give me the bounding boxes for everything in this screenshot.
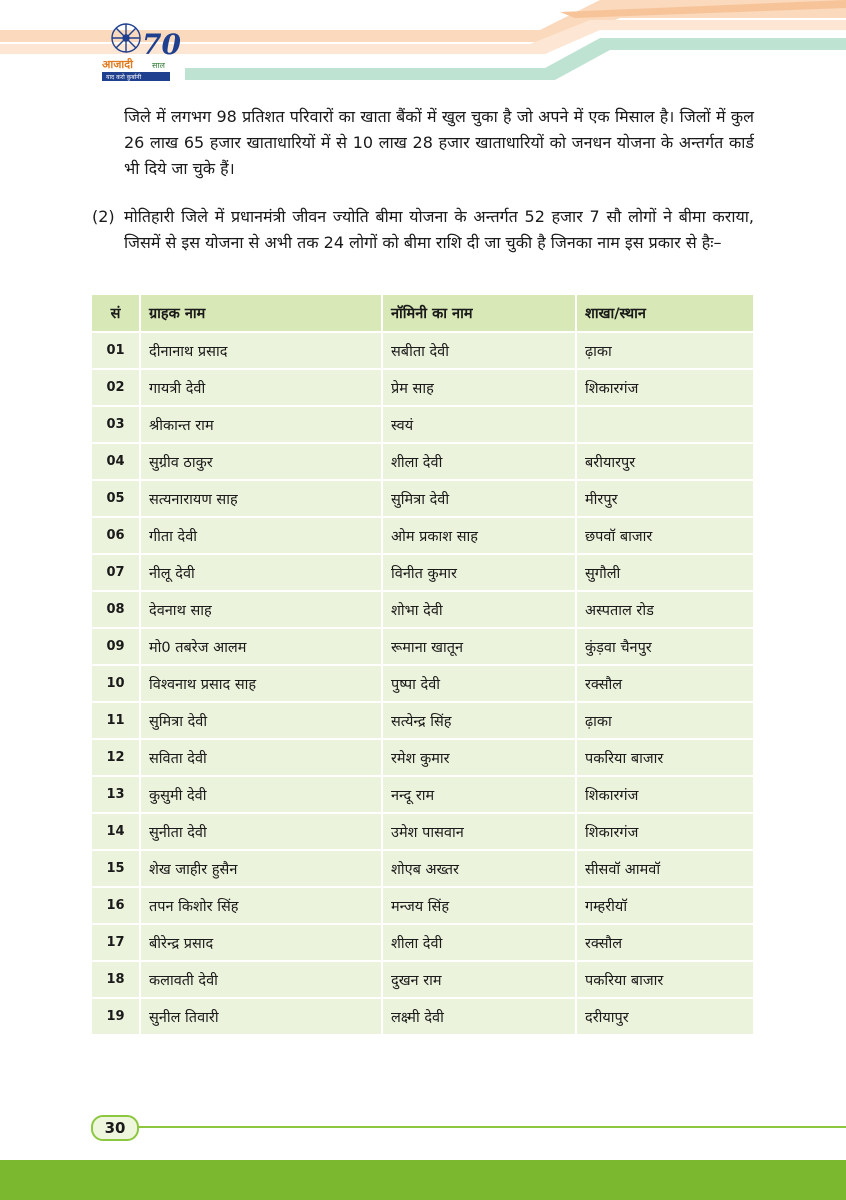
cell-serial: 06 — [92, 517, 140, 554]
cell-customer-name: मो0 तबरेज आलम — [140, 628, 382, 665]
header-customer-name: ग्राहक नाम — [140, 295, 382, 332]
cell-customer-name: सविता देवी — [140, 739, 382, 776]
cell-nominee-name: नन्दू राम — [382, 776, 576, 813]
svg-text:साल: साल — [152, 61, 165, 70]
cell-nominee-name: पुष्पा देवी — [382, 665, 576, 702]
cell-branch: पकरिया बाजार — [576, 961, 754, 998]
cell-branch: छपवॉ बाजार — [576, 517, 754, 554]
cell-branch: पकरिया बाजार — [576, 739, 754, 776]
table-row — [92, 887, 754, 924]
page-rule — [137, 1126, 846, 1128]
cell-nominee-name: विनीत कुमार — [382, 554, 576, 591]
cell-nominee-name: सत्येन्द्र सिंह — [382, 702, 576, 739]
footer-band — [0, 1160, 846, 1200]
table-row — [92, 665, 754, 702]
cell-customer-name: सुनील तिवारी — [140, 998, 382, 1035]
table-row — [92, 443, 754, 480]
cell-branch: रक्सौल — [576, 924, 754, 961]
svg-text:आजादी: आजादी — [102, 58, 133, 71]
cell-branch: सीसवॉ आमवॉ — [576, 850, 754, 887]
cell-customer-name: शेख जाहीर हुसैन — [140, 850, 382, 887]
cell-branch — [576, 406, 754, 443]
cell-branch: सुगौली — [576, 554, 754, 591]
cell-serial: 19 — [92, 998, 140, 1035]
cell-nominee-name: ओम प्रकाश साह — [382, 517, 576, 554]
cell-customer-name: दीनानाथ प्रसाद — [140, 332, 382, 369]
cell-customer-name: विश्वनाथ प्रसाद साह — [140, 665, 382, 702]
cell-serial: 11 — [92, 702, 140, 739]
cell-branch: कुंड़वा चैनपुर — [576, 628, 754, 665]
cell-nominee-name: सुमित्रा देवी — [382, 480, 576, 517]
table-row — [92, 702, 754, 739]
table-row — [92, 739, 754, 776]
cell-customer-name: नीलू देवी — [140, 554, 382, 591]
cell-customer-name: कुसुमी देवी — [140, 776, 382, 813]
table-row — [92, 517, 754, 554]
cell-serial: 02 — [92, 369, 140, 406]
table-header-row — [92, 295, 754, 332]
cell-nominee-name: शीला देवी — [382, 443, 576, 480]
cell-nominee-name: लक्ष्मी देवी — [382, 998, 576, 1035]
cell-nominee-name: मन्जय सिंह — [382, 887, 576, 924]
cell-serial: 07 — [92, 554, 140, 591]
header-serial: सं — [92, 295, 140, 332]
table-row — [92, 961, 754, 998]
azadi-70-logo — [96, 14, 186, 84]
cell-serial: 01 — [92, 332, 140, 369]
cell-serial: 18 — [92, 961, 140, 998]
cell-customer-name: कलावती देवी — [140, 961, 382, 998]
cell-customer-name: गायत्री देवी — [140, 369, 382, 406]
cell-customer-name: तपन किशोर सिंह — [140, 887, 382, 924]
cell-branch: रक्सौल — [576, 665, 754, 702]
cell-nominee-name: शीला देवी — [382, 924, 576, 961]
beneficiary-table — [92, 295, 755, 1036]
cell-serial: 16 — [92, 887, 140, 924]
svg-text:याद करो कुर्बानी: याद करो कुर्बानी — [106, 74, 142, 81]
cell-customer-name: देवनाथ साह — [140, 591, 382, 628]
cell-branch: दरीयापुर — [576, 998, 754, 1035]
table-row — [92, 776, 754, 813]
cell-serial: 15 — [92, 850, 140, 887]
cell-customer-name: सुमित्रा देवी — [140, 702, 382, 739]
cell-serial: 14 — [92, 813, 140, 850]
cell-nominee-name: उमेश पासवान — [382, 813, 576, 850]
table-row — [92, 480, 754, 517]
table-row — [92, 924, 754, 961]
table-row — [92, 554, 754, 591]
cell-branch: शिकारगंज — [576, 776, 754, 813]
cell-serial: 08 — [92, 591, 140, 628]
table-row — [92, 813, 754, 850]
page-number: 30 — [91, 1115, 139, 1141]
cell-customer-name: गीता देवी — [140, 517, 382, 554]
cell-customer-name: बीरेन्द्र प्रसाद — [140, 924, 382, 961]
list-number: (2) — [92, 207, 115, 226]
cell-serial: 17 — [92, 924, 140, 961]
cell-nominee-name: स्वयं — [382, 406, 576, 443]
cell-nominee-name: शोएब अख्तर — [382, 850, 576, 887]
intro-paragraph: जिले में लगभग 98 प्रतिशत परिवारों का खाता बैंकों में खुल चुका है जो अपने में एक मिसाल है। जिलों में कुल 26 लाख 65 हजार खाताधारियों में से 10 लाख 28 हजार खाताधारियों को जनधन योजना के अन्तर्गत कार्ड भी दिये जा चुके हैं। — [124, 107, 754, 178]
cell-customer-name: श्रीकान्त राम — [140, 406, 382, 443]
cell-serial: 10 — [92, 665, 140, 702]
cell-nominee-name: सबीता देवी — [382, 332, 576, 369]
cell-branch: मीरपुर — [576, 480, 754, 517]
cell-serial: 13 — [92, 776, 140, 813]
cell-serial: 09 — [92, 628, 140, 665]
header-nominee-name: नॉमिनी का नाम — [382, 295, 576, 332]
cell-branch: ढ़ाका — [576, 332, 754, 369]
svg-text:70: 70 — [142, 28, 181, 61]
cell-nominee-name: शोभा देवी — [382, 591, 576, 628]
cell-nominee-name: रमेश कुमार — [382, 739, 576, 776]
cell-nominee-name: प्रेम साह — [382, 369, 576, 406]
cell-customer-name: सुग्रीव ठाकुर — [140, 443, 382, 480]
cell-nominee-name: रूमाना खातून — [382, 628, 576, 665]
cell-serial: 03 — [92, 406, 140, 443]
cell-branch: ढ़ाका — [576, 702, 754, 739]
cell-customer-name: सुनीता देवी — [140, 813, 382, 850]
cell-serial: 04 — [92, 443, 140, 480]
cell-nominee-name: दुखन राम — [382, 961, 576, 998]
table-row — [92, 406, 754, 443]
insurance-paragraph: मोतिहारी जिले में प्रधानमंत्री जीवन ज्योति बीमा योजना के अन्तर्गत 52 हजार 7 सौ लोगों ने बीमा कराया, जिसमें से इस योजना से अभी तक 24 लोगों को बीमा राशि दी जा चुकी है जिनका नाम इस प्रकार से हैः– — [124, 207, 754, 252]
table-row — [92, 332, 754, 369]
header-branch: शाखा/स्थान — [576, 295, 754, 332]
cell-branch: गम्हरीयॉ — [576, 887, 754, 924]
table-row — [92, 369, 754, 406]
cell-customer-name: सत्यनारायण साह — [140, 480, 382, 517]
cell-serial: 12 — [92, 739, 140, 776]
cell-branch: शिकारगंज — [576, 369, 754, 406]
cell-branch: बरीयारपुर — [576, 443, 754, 480]
cell-branch: अस्पताल रोड — [576, 591, 754, 628]
table-row — [92, 850, 754, 887]
table-row — [92, 591, 754, 628]
table-row — [92, 628, 754, 665]
table-row — [92, 998, 754, 1035]
cell-branch: शिकारगंज — [576, 813, 754, 850]
cell-serial: 05 — [92, 480, 140, 517]
